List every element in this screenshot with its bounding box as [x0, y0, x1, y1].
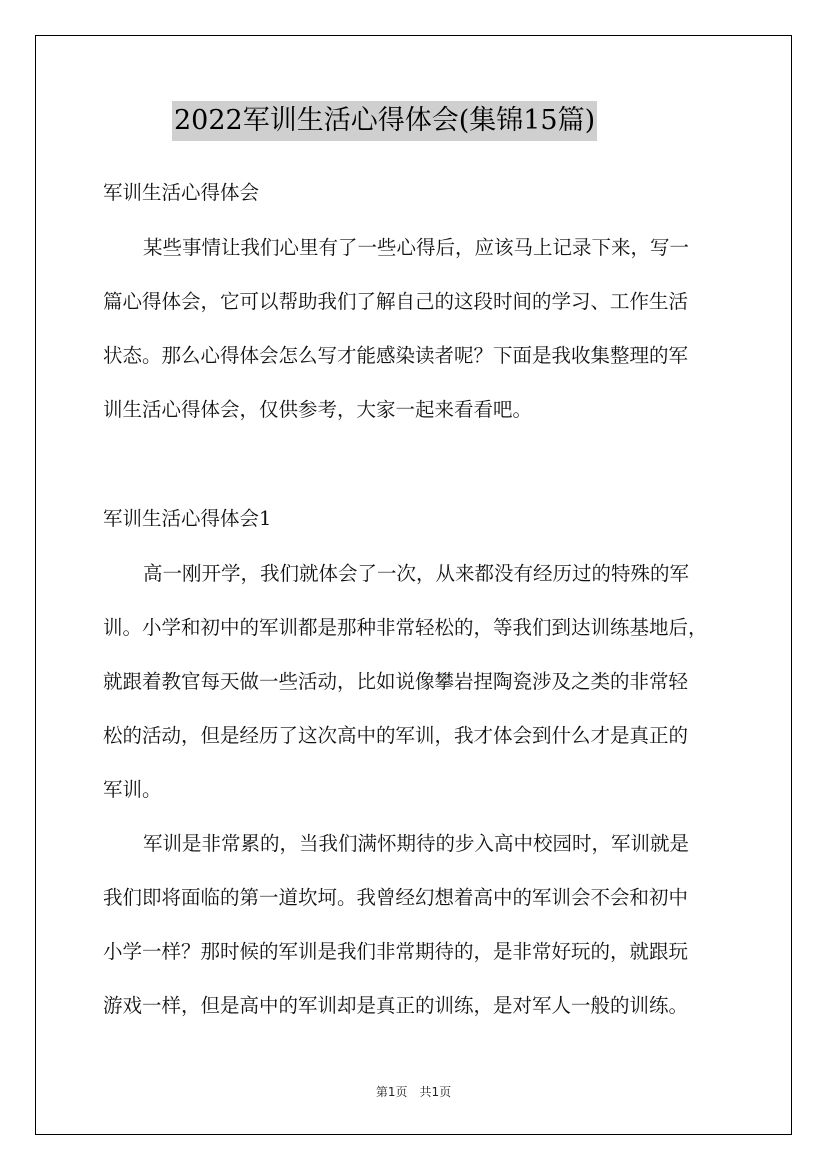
section1-paragraph-2 — [103, 817, 743, 1033]
section1-heading: 军训生活心得体会1 — [103, 507, 272, 530]
paragraph-line: 状态。那么心得体会怎么写才能感染读者呢？下面是我收集整理的军 — [103, 344, 689, 367]
paragraph-line: 训生活心得体会，仅供参考，大家一起来看看吧。 — [103, 398, 533, 421]
paragraph-line: 就跟着教官每天做一些活动，比如说像攀岩捏陶瓷涉及之类的非常轻 — [103, 670, 689, 693]
section1-paragraph-1 — [103, 547, 743, 817]
paragraph-line: 我们即将面临的第一道坎坷。我曾经幻想着高中的军训会不会和初中 — [103, 886, 689, 909]
intro-paragraph — [103, 221, 743, 437]
page-footer: 第1页 共1页 — [375, 1085, 452, 1099]
paragraph-line: 松的活动，但是经历了这次高中的军训，我才体会到什么才是真正的 — [103, 724, 689, 747]
paragraph-line: 军训。 — [103, 778, 162, 801]
paragraph-line: 高一刚开学，我们就体会了一次，从来都没有经历过的特殊的军 — [143, 562, 690, 585]
paragraph-line: 游戏一样，但是高中的军训却是真正的训练，是对军人一般的训练。 — [103, 994, 689, 1017]
paragraph-line: 篇心得体会，它可以帮助我们了解自己的这段时间的学习、工作生活 — [103, 290, 689, 313]
document-title: 2022军训生活心得体会(集锦15篇) — [172, 101, 597, 141]
paragraph-line: 某些事情让我们心里有了一些心得后，应该马上记录下来，写一 — [143, 236, 690, 259]
paragraph-line: 军训是非常累的，当我们满怀期待的步入高中校园时，军训就是 — [143, 832, 690, 855]
paragraph-line: 小学一样？那时候的军训是我们非常期待的，是非常好玩的，就跟玩 — [103, 940, 689, 963]
intro-heading: 军训生活心得体会 — [103, 181, 260, 204]
paragraph-line: 训。小学和初中的军训都是那种非常轻松的，等我们到达训练基地后， — [103, 616, 708, 639]
